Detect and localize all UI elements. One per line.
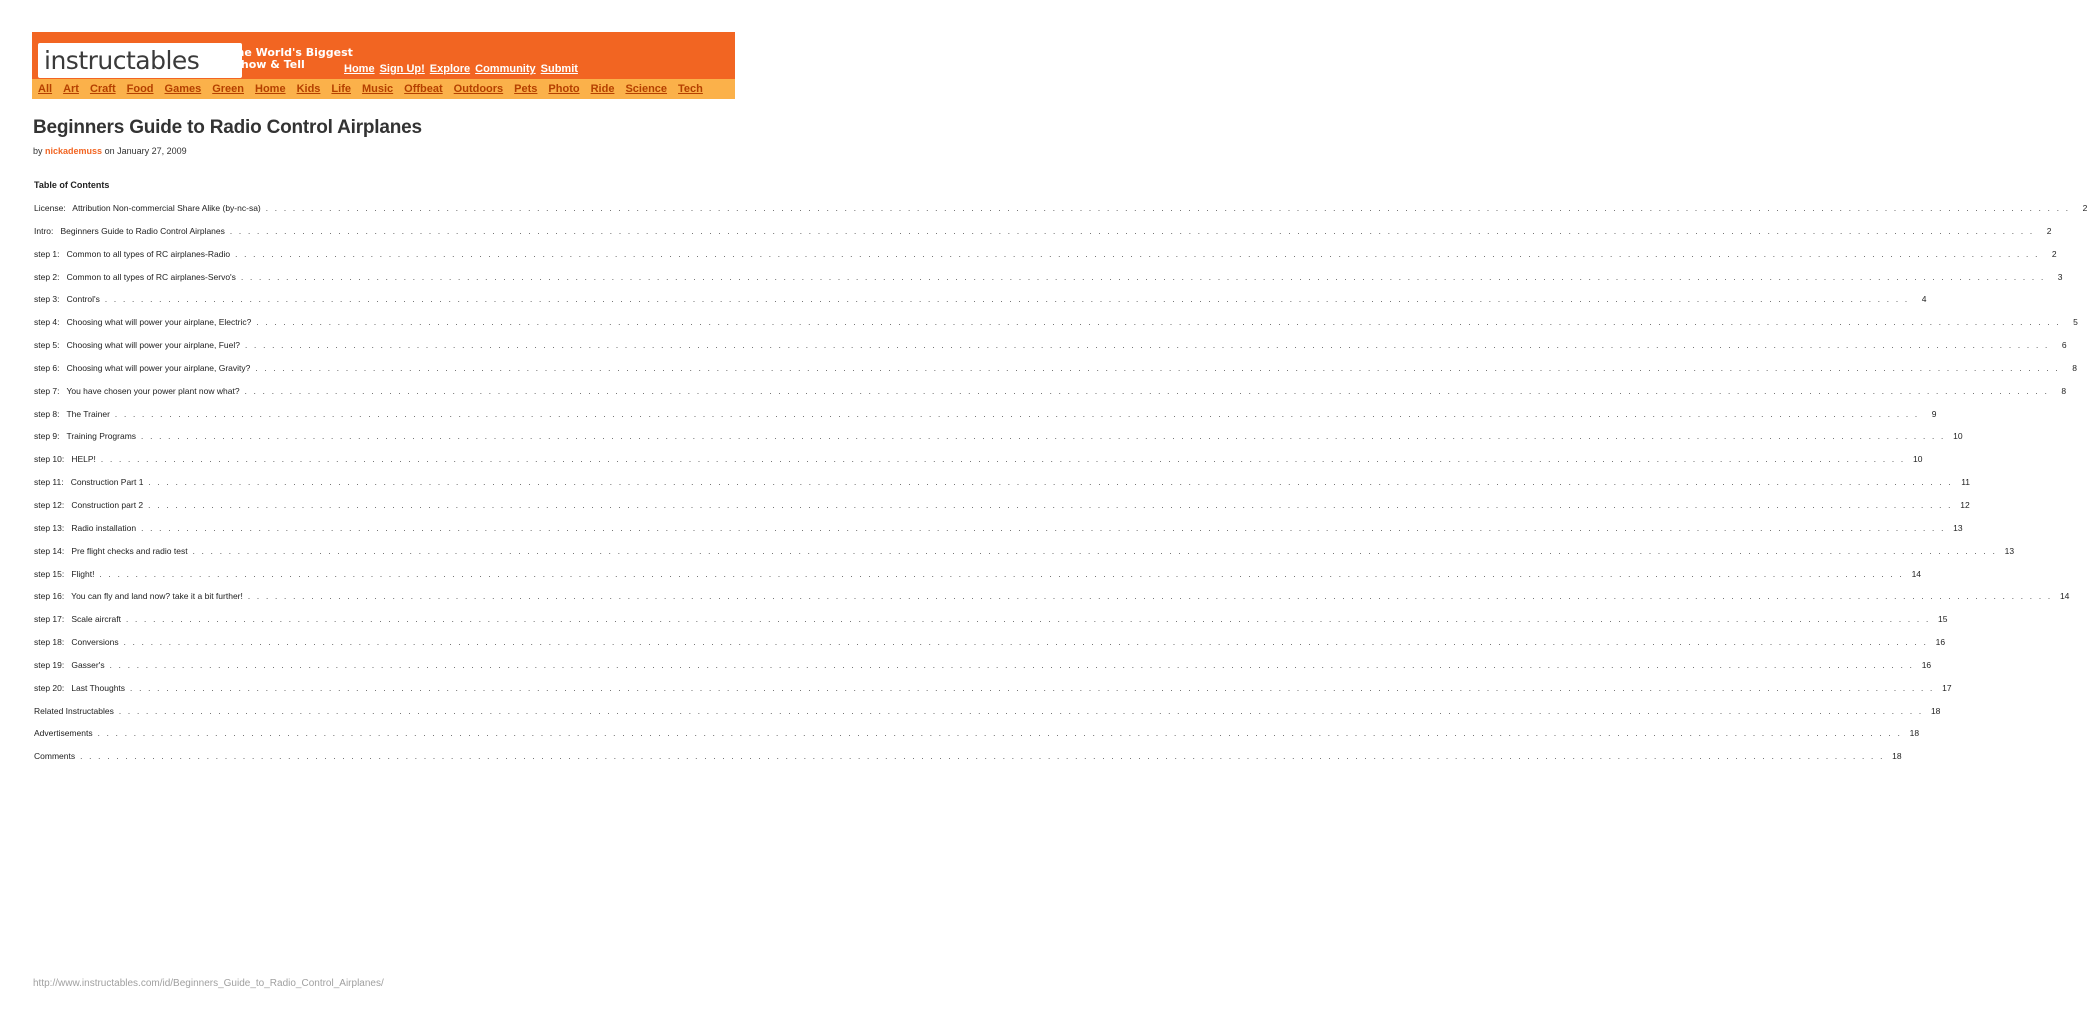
author-link[interactable]: nickademuss: [45, 146, 103, 156]
toc-entry-label: step 15: Flight!: [34, 568, 95, 579]
toc-entry-page: 17: [1942, 682, 1952, 693]
toc-entry-page: 10: [1912, 454, 1923, 465]
toc-dot-leader: . . . . . . . . . . . . . . . . . . . . . . . . . . . . . . . . . . . . . . . . . . . . . . . . . . . . . . . . . . . . . . . . . . . . . . . . . . . . . . . . . . . . . . . . . . . . . . . . . . . . . . . . . . . . . . . . . . . . . . . . . . . . . . . . . . . . . . . . . . . . . . . . . . . . . . . . . . . . . . . . . . . . . . . . . . . . . . . . . . . . . . . . . . . . . . . . . . . . . . . .: [265, 204, 2071, 213]
toc-entry-page: 8: [2072, 362, 2077, 373]
toc-dot-leader: . . . . . . . . . . . . . . . . . . . . . . . . . . . . . . . . . . . . . . . . . . . . . . . . . . . . . . . . . . . . . . . . . . . . . . . . . . . . . . . . . . . . . . . . . . . . . . . . . . . . . . . . . . . . . . . . . . . . . . . . . . . . . . . . . . . . . . . . . . . . . . . . . . . . . . . . . . . . . . . . . . . . . . . . . . . . . . . . . . . . . . . . . . . . . . . . . . . . . . . .: [192, 546, 1998, 556]
toc-entry-page: 2: [2082, 203, 2087, 213]
toc-entry[interactable]: [34, 225, 2052, 249]
toc-dot-leader: . . . . . . . . . . . . . . . . . . . . . . . . . . . . . . . . . . . . . . . . . . . . . . . . . . . . . . . . . . . . . . . . . . . . . . . . . . . . . . . . . . . . . . . . . . . . . . . . . . . . . . . . . . . . . . . . . . . . . . . . . . . . . . . . . . . . . . . . . . . . . . . . . . . . . . . . . . . . . . . . . . . . . . . . . . . . . . . . . . . . . . . . . . . . . . . . . . . . . . . .: [247, 592, 2053, 602]
toc-entry[interactable]: [34, 659, 1932, 683]
toc-entry[interactable]: [34, 294, 1927, 317]
toc-entry-page: 18: [1892, 751, 1902, 762]
toc-entry-page: 13: [2004, 545, 2015, 556]
toc-entry-label: License: Attribution Non-commercial Share Alike (by-nc-sa): [34, 203, 261, 213]
toc-dot-leader: . . . . . . . . . . . . . . . . . . . . . . . . . . . . . . . . . . . . . . . . . . . . . . . . . . . . . . . . . . . . . . . . . . . . . . . . . . . . . . . . . . . . . . . . . . . . . . . . . . . . . . . . . . . . . . . . . . . . . . . . . . . . . . . . . . . . . . . . . . . . . . . . . . . . . . . . . . . . . . . . . . . . . . . . . . . . . . . . . . . . . . . . . . . . . . . . . . . . . . . .: [100, 455, 1906, 465]
category-link-home[interactable]: Home: [255, 83, 286, 95]
toc-entry[interactable]: [34, 545, 2015, 569]
toc-entry-label: Intro: Beginners Guide to Radio Control Airplanes: [34, 225, 225, 236]
category-link-art[interactable]: Art: [63, 83, 79, 95]
toc-entry[interactable]: [34, 477, 1971, 500]
instructables-logo[interactable]: instructables: [38, 43, 242, 78]
toc-entry-label: step 11: Construction Part 1: [34, 477, 144, 488]
toc-entry[interactable]: [34, 499, 1970, 523]
category-link-games[interactable]: Games: [164, 83, 202, 95]
toc-entry-label: step 20: Last Thoughts: [34, 682, 126, 693]
toc-entry-label: step 2: Common to all types of RC airplanes-Servo's: [34, 271, 236, 282]
nav-link-home[interactable]: Home: [344, 63, 375, 75]
toc-entry-page: 4: [1921, 294, 1927, 305]
nav-link-submit[interactable]: Submit: [540, 63, 578, 75]
toc-dot-leader: . . . . . . . . . . . . . . . . . . . . . . . . . . . . . . . . . . . . . . . . . . . . . . . . . . . . . . . . . . . . . . . . . . . . . . . . . . . . . . . . . . . . . . . . . . . . . . . . . . . . . . . . . . . . . . . . . . . . . . . . . . . . . . . . . . . . . . . . . . . . . . . . . . . . . . . . . . . . . . . . . . . . . . . . . . . . . . . . . . . . . . . . . . . . . . . . . . . . . . . .: [255, 363, 2060, 373]
toc-dot-leader: . . . . . . . . . . . . . . . . . . . . . . . . . . . . . . . . . . . . . . . . . . . . . . . . . . . . . . . . . . . . . . . . . . . . . . . . . . . . . . . . . . . . . . . . . . . . . . . . . . . . . . . . . . . . . . . . . . . . . . . . . . . . . . . . . . . . . . . . . . . . . . . . . . . . . . . . . . . . . . . . . . . . . . . . . . . . . . . . . . . . . . . . . . . . . . . . . . . . . . . .: [148, 500, 1953, 510]
toc-entry-label: Advertisements: [34, 728, 93, 739]
toc-entry[interactable]: [34, 271, 2063, 295]
toc-entry-page: 15: [1938, 614, 1948, 625]
toc-entry[interactable]: [34, 728, 1920, 751]
toc-entry[interactable]: [34, 317, 2078, 340]
category-link-offbeat[interactable]: Offbeat: [404, 83, 443, 95]
toc-entry-page: 12: [1960, 499, 1970, 510]
category-link-green[interactable]: Green: [212, 83, 245, 95]
toc-dot-leader: . . . . . . . . . . . . . . . . . . . . . . . . . . . . . . . . . . . . . . . . . . . . . . . . . . . . . . . . . . . . . . . . . . . . . . . . . . . . . . . . . . . . . . . . . . . . . . . . . . . . . . . . . . . . . . . . . . . . . . . . . . . . . . . . . . . . . . . . . . . . . . . . . . . . . . . . . . . . . . . . . . . . . . . . . . . . . . . . . . . . . . . . . . . . . . . . . . . . . . . .: [104, 295, 1910, 305]
nav-link-explore[interactable]: Explore: [429, 63, 471, 75]
toc-entry-label: step 1: Common to all types of RC airplanes-Radio: [34, 248, 231, 259]
toc-dot-leader: . . . . . . . . . . . . . . . . . . . . . . . . . . . . . . . . . . . . . . . . . . . . . . . . . . . . . . . . . . . . . . . . . . . . . . . . . . . . . . . . . . . . . . . . . . . . . . . . . . . . . . . . . . . . . . . . . . . . . . . . . . . . . . . . . . . . . . . . . . . . . . . . . . . . . . . . . . . . . . . . . . . . . . . . . . . . . . . . . . . . . . . . . . . . . . . . . . . . . . . .: [109, 660, 1915, 670]
toc-entry[interactable]: [34, 637, 1946, 660]
toc-dot-leader: . . . . . . . . . . . . . . . . . . . . . . . . . . . . . . . . . . . . . . . . . . . . . . . . . . . . . . . . . . . . . . . . . . . . . . . . . . . . . . . . . . . . . . . . . . . . . . . . . . . . . . . . . . . . . . . . . . . . . . . . . . . . . . . . . . . . . . . . . . . . . . . . . . . . . . . . . . . . . . . . . . . . . . . . . . . . . . . . . . . . . . . . . . . . . . . . . . . . . . . .: [118, 706, 1924, 716]
toc-entry-page: 11: [1961, 477, 1971, 488]
toc-entry-page: 18: [1909, 728, 1920, 739]
toc-entry-label: step 3: Control's: [34, 294, 100, 305]
toc-entry[interactable]: [34, 751, 1902, 774]
toc-entry[interactable]: [34, 614, 1948, 637]
table-of-contents: [34, 203, 2087, 774]
toc-entry-label: Related Instructables: [34, 705, 114, 716]
toc-entry-page: 13: [1953, 522, 1963, 533]
category-link-all[interactable]: All: [38, 83, 53, 95]
toc-entry-page: 14: [1911, 568, 1922, 579]
toc-entry[interactable]: [34, 362, 2077, 386]
category-link-tech[interactable]: Tech: [678, 83, 703, 95]
toc-entry-label: step 9: Training Programs: [34, 431, 137, 442]
toc-entry[interactable]: [34, 568, 1922, 592]
site-tagline: [229, 47, 353, 71]
category-link-food[interactable]: Food: [126, 83, 154, 95]
toc-entry-label: step 16: You can fly and land now? take it a bit further!: [34, 591, 243, 602]
byline: [33, 146, 187, 156]
toc-entry-page: 2: [2046, 225, 2052, 236]
toc-entry[interactable]: [34, 522, 1963, 546]
toc-entry[interactable]: [34, 340, 2067, 363]
toc-dot-leader: . . . . . . . . . . . . . . . . . . . . . . . . . . . . . . . . . . . . . . . . . . . . . . . . . . . . . . . . . . . . . . . . . . . . . . . . . . . . . . . . . . . . . . . . . . . . . . . . . . . . . . . . . . . . . . . . . . . . . . . . . . . . . . . . . . . . . . . . . . . . . . . . . . . . . . . . . . . . . . . . . . . . . . . . . . . . . . . . . . . . . . . . . . . . . . . . . . . . . . . .: [114, 409, 1920, 419]
toc-entry[interactable]: [34, 385, 2067, 409]
category-link-music[interactable]: Music: [361, 83, 394, 95]
document-title: Beginners Guide to Radio Control Airplanes: [33, 117, 422, 138]
toc-entry-page: 5: [2073, 317, 2078, 328]
toc-dot-leader: . . . . . . . . . . . . . . . . . . . . . . . . . . . . . . . . . . . . . . . . . . . . . . . . . . . . . . . . . . . . . . . . . . . . . . . . . . . . . . . . . . . . . . . . . . . . . . . . . . . . . . . . . . . . . . . . . . . . . . . . . . . . . . . . . . . . . . . . . . . . . . . . . . . . . . . . . . . . . . . . . . . . . . . . . . . . . . . . . . . . . . . . . . . . . . . . . . . . . . . .: [125, 615, 1931, 625]
toc-entry[interactable]: [34, 705, 1941, 729]
top-nav: [344, 63, 583, 75]
toc-entry[interactable]: [34, 591, 2070, 614]
toc-dot-leader: . . . . . . . . . . . . . . . . . . . . . . . . . . . . . . . . . . . . . . . . . . . . . . . . . . . . . . . . . . . . . . . . . . . . . . . . . . . . . . . . . . . . . . . . . . . . . . . . . . . . . . . . . . . . . . . . . . . . . . . . . . . . . . . . . . . . . . . . . . . . . . . . . . . . . . . . . . . . . . . . . . . . . . . . . . . . . . . . . . . . . . . . . . . . . . . . . . . . . . . .: [235, 249, 2040, 259]
toc-entry-label: step 7: You have chosen your power plant now what?: [34, 385, 240, 396]
toc-entry[interactable]: [34, 408, 1937, 432]
category-bar: [32, 79, 735, 99]
toc-entry-label: step 8: The Trainer: [34, 408, 110, 419]
toc-entry-label: step 10: HELP!: [34, 454, 96, 465]
toc-dot-leader: . . . . . . . . . . . . . . . . . . . . . . . . . . . . . . . . . . . . . . . . . . . . . . . . . . . . . . . . . . . . . . . . . . . . . . . . . . . . . . . . . . . . . . . . . . . . . . . . . . . . . . . . . . . . . . . . . . . . . . . . . . . . . . . . . . . . . . . . . . . . . . . . . . . . . . . . . . . . . . . . . . . . . . . . . . . . . . . . . . . . . . . . . . . . . . . . . . . . . . . .: [240, 272, 2046, 282]
tagline-line-1: The World's Biggest: [229, 46, 353, 59]
toc-entry-page: 8: [2061, 385, 2067, 396]
toc-entry-page: 2: [2051, 248, 2057, 259]
tagline-line-2: Show & Tell: [233, 58, 305, 71]
footer-url[interactable]: http://www.instructables.com/id/Beginners_Guide_to_Radio_Control_Airplanes/: [33, 978, 384, 989]
toc-dot-leader: . . . . . . . . . . . . . . . . . . . . . . . . . . . . . . . . . . . . . . . . . . . . . . . . . . . . . . . . . . . . . . . . . . . . . . . . . . . . . . . . . . . . . . . . . . . . . . . . . . . . . . . . . . . . . . . . . . . . . . . . . . . . . . . . . . . . . . . . . . . . . . . . . . . . . . . . . . . . . . . . . . . . . . . . . . . . . . . . . . . . . . . . . . . . . . . . . . . . . . . .: [245, 341, 2050, 351]
toc-entry-page: 16: [1935, 637, 1946, 648]
category-link-craft[interactable]: Craft: [89, 83, 116, 95]
category-link-outdoors[interactable]: Outdoors: [453, 83, 504, 95]
toc-entry-label: step 13: Radio installation: [34, 522, 137, 533]
toc-entry-label: step 12: Construction part 2: [34, 499, 144, 510]
toc-dot-leader: . . . . . . . . . . . . . . . . . . . . . . . . . . . . . . . . . . . . . . . . . . . . . . . . . . . . . . . . . . . . . . . . . . . . . . . . . . . . . . . . . . . . . . . . . . . . . . . . . . . . . . . . . . . . . . . . . . . . . . . . . . . . . . . . . . . . . . . . . . . . . . . . . . . . . . . . . . . . . . . . . . . . . . . . . . . . . . . . . . . . . . . . . . . . . . . . . . . . . . . .: [148, 478, 1954, 488]
toc-dot-leader: . . . . . . . . . . . . . . . . . . . . . . . . . . . . . . . . . . . . . . . . . . . . . . . . . . . . . . . . . . . . . . . . . . . . . . . . . . . . . . . . . . . . . . . . . . . . . . . . . . . . . . . . . . . . . . . . . . . . . . . . . . . . . . . . . . . . . . . . . . . . . . . . . . . . . . . . . . . . . . . . . . . . . . . . . . . . . . . . . . . . . . . . . . . . . . . . . . . . . . . .: [130, 683, 1935, 693]
toc-entry-label: step 14: Pre flight checks and radio test: [34, 545, 188, 556]
category-link-ride[interactable]: Ride: [590, 83, 615, 95]
toc-entry-page: 18: [1930, 705, 1941, 716]
toc-entry-page: 14: [2059, 591, 2070, 602]
toc-dot-leader: . . . . . . . . . . . . . . . . . . . . . . . . . . . . . . . . . . . . . . . . . . . . . . . . . . . . . . . . . . . . . . . . . . . . . . . . . . . . . . . . . . . . . . . . . . . . . . . . . . . . . . . . . . . . . . . . . . . . . . . . . . . . . . . . . . . . . . . . . . . . . . . . . . . . . . . . . . . . . . . . . . . . . . . . . . . . . . . . . . . . . . . . . . . . . . . . . . . . . . . .: [80, 752, 1885, 762]
toc-entry-page: 3: [2057, 271, 2063, 282]
toc-entry-label: Comments: [34, 751, 76, 762]
toc-dot-leader: . . . . . . . . . . . . . . . . . . . . . . . . . . . . . . . . . . . . . . . . . . . . . . . . . . . . . . . . . . . . . . . . . . . . . . . . . . . . . . . . . . . . . . . . . . . . . . . . . . . . . . . . . . . . . . . . . . . . . . . . . . . . . . . . . . . . . . . . . . . . . . . . . . . . . . . . . . . . . . . . . . . . . . . . . . . . . . . . . . . . . . . . . . . . . . . . . . . . . . . .: [99, 569, 1905, 579]
category-link-kids[interactable]: Kids: [296, 83, 321, 95]
toc-dot-leader: . . . . . . . . . . . . . . . . . . . . . . . . . . . . . . . . . . . . . . . . . . . . . . . . . . . . . . . . . . . . . . . . . . . . . . . . . . . . . . . . . . . . . . . . . . . . . . . . . . . . . . . . . . . . . . . . . . . . . . . . . . . . . . . . . . . . . . . . . . . . . . . . . . . . . . . . . . . . . . . . . . . . . . . . . . . . . . . . . . . . . . . . . . . . . . . . . . . . . . . .: [229, 226, 2035, 236]
toc-entry[interactable]: [34, 431, 1963, 454]
toc-entry-page: 10: [1953, 431, 1963, 442]
toc-entry-label: step 17: Scale aircraft: [34, 614, 121, 625]
nav-link-community[interactable]: Community: [475, 63, 536, 75]
toc-dot-leader: . . . . . . . . . . . . . . . . . . . . . . . . . . . . . . . . . . . . . . . . . . . . . . . . . . . . . . . . . . . . . . . . . . . . . . . . . . . . . . . . . . . . . . . . . . . . . . . . . . . . . . . . . . . . . . . . . . . . . . . . . . . . . . . . . . . . . . . . . . . . . . . . . . . . . . . . . . . . . . . . . . . . . . . . . . . . . . . . . . . . . . . . . . . . . . . . . . . . . . . .: [141, 432, 1946, 442]
category-link-photo[interactable]: Photo: [548, 83, 580, 95]
category-link-science[interactable]: Science: [625, 83, 668, 95]
toc-entry-label: step 19: Gasser's: [34, 659, 105, 670]
toc-dot-leader: . . . . . . . . . . . . . . . . . . . . . . . . . . . . . . . . . . . . . . . . . . . . . . . . . . . . . . . . . . . . . . . . . . . . . . . . . . . . . . . . . . . . . . . . . . . . . . . . . . . . . . . . . . . . . . . . . . . . . . . . . . . . . . . . . . . . . . . . . . . . . . . . . . . . . . . . . . . . . . . . . . . . . . . . . . . . . . . . . . . . . . . . . . . . . . . . . . . . . . . .: [123, 638, 1929, 648]
toc-entry[interactable]: [34, 248, 2057, 272]
toc-entry-label: step 18: Conversions: [34, 637, 119, 648]
toc-entry-label: step 5: Choosing what will power your airplane, Fuel?: [34, 340, 240, 351]
toc-entry[interactable]: [34, 454, 1923, 477]
category-link-pets[interactable]: Pets: [514, 83, 538, 95]
nav-link-sign-up[interactable]: Sign Up!: [379, 63, 425, 75]
toc-entry-page: 9: [1931, 408, 1937, 419]
toc-entry[interactable]: [34, 682, 1952, 706]
publish-date: on January 27, 2009: [104, 146, 187, 156]
toc-dot-leader: . . . . . . . . . . . . . . . . . . . . . . . . . . . . . . . . . . . . . . . . . . . . . . . . . . . . . . . . . . . . . . . . . . . . . . . . . . . . . . . . . . . . . . . . . . . . . . . . . . . . . . . . . . . . . . . . . . . . . . . . . . . . . . . . . . . . . . . . . . . . . . . . . . . . . . . . . . . . . . . . . . . . . . . . . . . . . . . . . . . . . . . . . . . . . . . . . . . . . . . .: [244, 386, 2050, 396]
toc-dot-leader: . . . . . . . . . . . . . . . . . . . . . . . . . . . . . . . . . . . . . . . . . . . . . . . . . . . . . . . . . . . . . . . . . . . . . . . . . . . . . . . . . . . . . . . . . . . . . . . . . . . . . . . . . . . . . . . . . . . . . . . . . . . . . . . . . . . . . . . . . . . . . . . . . . . . . . . . . . . . . . . . . . . . . . . . . . . . . . . . . . . . . . . . . . . . . . . . . . . . . . . .: [256, 318, 2061, 328]
by-prefix: by: [33, 146, 43, 156]
toc-heading: Table of Contents: [34, 180, 110, 190]
toc-entry-label: step 4: Choosing what will power your airplane, Electric?: [34, 317, 252, 328]
toc-dot-leader: . . . . . . . . . . . . . . . . . . . . . . . . . . . . . . . . . . . . . . . . . . . . . . . . . . . . . . . . . . . . . . . . . . . . . . . . . . . . . . . . . . . . . . . . . . . . . . . . . . . . . . . . . . . . . . . . . . . . . . . . . . . . . . . . . . . . . . . . . . . . . . . . . . . . . . . . . . . . . . . . . . . . . . . . . . . . . . . . . . . . . . . . . . . . . . . . . . . . . . . .: [141, 523, 1946, 533]
toc-entry-label: step 6: Choosing what will power your airplane, Gravity?: [34, 362, 251, 373]
toc-dot-leader: . . . . . . . . . . . . . . . . . . . . . . . . . . . . . . . . . . . . . . . . . . . . . . . . . . . . . . . . . . . . . . . . . . . . . . . . . . . . . . . . . . . . . . . . . . . . . . . . . . . . . . . . . . . . . . . . . . . . . . . . . . . . . . . . . . . . . . . . . . . . . . . . . . . . . . . . . . . . . . . . . . . . . . . . . . . . . . . . . . . . . . . . . . . . . . . . . . . . . . . .: [97, 729, 1903, 739]
toc-entry[interactable]: [34, 203, 2087, 226]
toc-entry-page: 6: [2061, 340, 2067, 351]
category-link-life[interactable]: Life: [331, 83, 351, 95]
toc-entry-page: 16: [1921, 659, 1932, 670]
site-header: [32, 32, 735, 99]
